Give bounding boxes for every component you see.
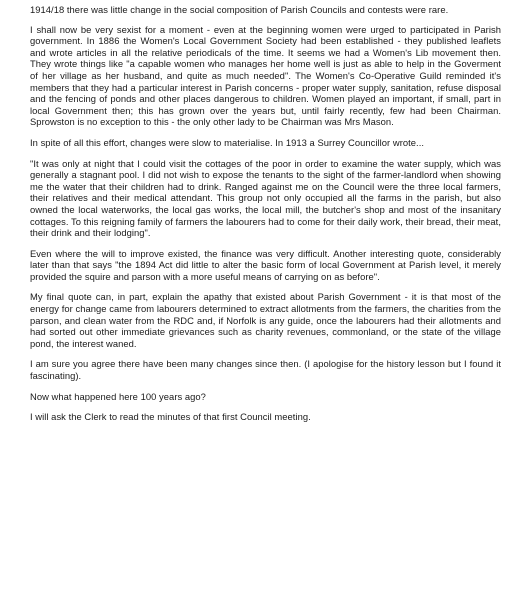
paragraph-women: I shall now be very sexist for a moment - even at the beginning women were urged to participated in Parish government. In 1886 the Women's Local Government Society had been established - they published leaflets and wrote articles in all the relative periodicals of the time. It seems we had a Women's Lib movement then. They wrote things like "a capable women who manages her home well is just as able to help in the Goverment of her village as her husband, and quite as much needed". The Women's Co-Operative Guild reminded it's members that they had a particular interest in Parish concerns - proper water supply, sanitation, refuse disposal and the fencing of ponds and other places dangerous to children. Women played an important, if small, part in local Government then; this has grown over the years but, until fairly recently, few had been Chairman. Sprowston is no exception to this - the only other lady to be Chairman was Mrs Mason.	[30, 23, 501, 128]
paragraph-clerk: I will ask the Clerk to read the minutes of that first Council meeting.	[30, 411, 311, 423]
paragraph-finance: Even where the will to improve existed, the finance was very difficult. Another interesting quote, considerably later than that says "the 1894 Act did little to alter the basic form of local Government at Parish level, it merely provided the squire and parson with a more useful means of carrying on as before".	[30, 247, 501, 282]
paragraph-changes-slow: In spite of all this effort, changes were slow to materialise. In 1913 a Surrey Councillor wrote...	[30, 136, 425, 148]
paragraph-question: Now what happened here 100 years ago?	[30, 390, 206, 402]
paragraph-final-quote: My final quote can, in part, explain the apathy that existed about Parish Government - it is that most of the energy for change came from labourers determined to extract allotments from the farmers, the charities from the parson, and clean water from the RDC and, if Norfolk is any guide, once the labourers had their allotments and had sorted out other immediate grievances such as charity revenues, commonland, or the state of the village pond, the interest waned.	[30, 291, 501, 349]
paragraph-agree: I am sure you agree there have been many changes since then. (I apologise for the history lesson but I found it fascinating).	[30, 358, 501, 382]
paragraph-surrey-quote: "It was only at night that I could visit the cottages of the poor in order to examine the water supply, which was generally a stagnant pool. I did not wish to expose the tenants to the sight of the farmer-landlord when showing me the water that their children had to drink. Ranged against me on the Council were the three local farmers, their relatives and their medical attendant. This group not only occupied all the farms in the parish, but also owned the local waterworks, the local gas works, the local mill, the butcher's shop and most of the insanitary cottages. To this reigning family of farmers the labourers had to come for their daily work, their bread, their meat, their drink and their lodging".	[30, 157, 501, 239]
paragraph-intro: 1914/18 there was little change in the social composition of Parish Councils and contests were rare.	[30, 4, 449, 15]
